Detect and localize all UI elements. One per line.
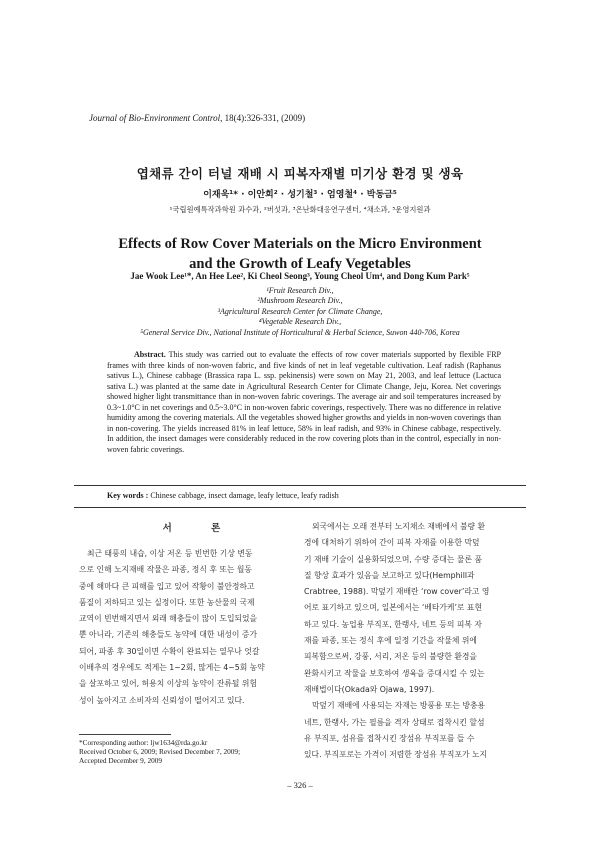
keywords-top-rule <box>74 485 526 486</box>
keywords-bottom-rule <box>74 507 526 508</box>
footnote-accepted: Accepted December 9, 2009 <box>79 756 163 766</box>
intro-left-line: 성이 높아지고 소비자의 신뢰성이 떨어지고 있다. <box>79 695 245 705</box>
abstract <box>107 350 501 455</box>
journal-name: Journal of Bio-Environment Control <box>89 113 221 123</box>
intro-left-line: 이배추의 경우에도 적게는 1~2회, 많게는 4~5회 농약 <box>79 663 265 673</box>
intro-right-line: 유 부직포, 섬유를 접착시킨 장섬유 부직포를 들 수 <box>304 733 475 743</box>
body-left-column <box>79 519 304 709</box>
footnote-corresponding: *Corresponding author: ljw1634@rda.go.kr <box>79 738 208 747</box>
intro-right-lines <box>304 519 529 763</box>
intro-left-line: 최근 태풍의 내습, 이상 저온 등 빈번한 기상 변동 <box>87 549 253 558</box>
keywords-label: Key words : <box>107 491 149 500</box>
affiliation-1: ¹Fruit Research Div., <box>266 286 334 295</box>
keywords-text: Chinese cabbage, insect damage, leafy lettuce, leafy radish <box>150 491 339 500</box>
english-title-line-2: and the Growth of Leafy Vegetables <box>189 256 411 272</box>
intro-left-line: 을 살포하고 있어, 허용치 이상의 농약이 잔류될 위험 <box>79 679 257 689</box>
english-affiliations <box>0 286 600 338</box>
intro-right-line: 완화시키고 작물을 보호하여 생육을 증대시킬 수 있는 <box>304 668 485 678</box>
affiliation-5: ⁵General Service Div., National Institute of Horticultural & Herbal Science, Suwon 440-706, Korea <box>140 327 460 337</box>
keywords <box>107 491 339 500</box>
intro-right-line: Crabtree, 1988). 막덮기 재배란 ‘row cover’라고 영 <box>304 587 490 597</box>
body-right-column <box>304 519 529 763</box>
intro-left-line: 교역이 빈번해지면서 외래 해충들이 많이 도입되었을 <box>79 614 258 624</box>
intro-right-line: 피복함으로써, 강풍, 서리, 저온 등의 불량한 환경을 <box>304 652 477 662</box>
intro-right-line: 어로 표기하고 있으며, 일본에서는 ‘베타가케’로 표현 <box>304 603 482 613</box>
intro-right-line: 하고 있다. 농업용 부직포, 한랭사, 네트 등의 피복 자 <box>304 619 482 629</box>
english-title-line-1: Effects of Row Cover Materials on the Micro Environment <box>118 236 482 252</box>
affiliation-4: ⁴Vegetable Research Div., <box>258 317 342 327</box>
footnote-received: Received October 6, 2009; Revised December 7, 2009; <box>79 747 241 757</box>
english-authors: Jae Wook Lee¹*, An Hee Lee², Ki Cheol Seong³, Young Cheol Um⁴, and Dong Kum Park⁵ <box>130 271 470 281</box>
journal-citation: , 18(4):326-331, (2009) <box>220 113 306 123</box>
section-heading-introduction: 서 론 <box>162 523 239 534</box>
intro-left-line: 뿐 아니라, 기존의 해충들도 농약에 대한 내성이 증가 <box>79 630 257 640</box>
intro-right-line: 외국에서는 오래 전부터 노지채소 재배에서 불량 환 <box>312 522 486 531</box>
affiliation-2: ²Mushroom Research Div., <box>257 296 343 306</box>
abstract-text: This study was carried out to evaluate the effects of row cover materials supported by flexible FRP frames with three kinds of non-woven fabric, and five kinds of net in leaf vegetable cultivation. Leaf radish (Raphanus sativus L.), Chinese cabbage (Brassica rapa L. ssp. pekinensis) were sown on May 21, 2003, and leaf lettuce (Lactuca sativa L.) was planted at the same date in Agricultural Research Center for Climate Change, Jeju, Korea. Net coverings showed higher light transmittance than in non-woven fabric coverings. The average air and soil temperatures increased by 0.3~1.0°C in net coverings and 0.5~3.0°C in non-woven fabric coverings, respectively. There was no difference in relative humidity among the covering materials. All the vegetables showed higher growths and yields in non-woven coverings than in non-covering. The yields increased 81% in leaf lettuce, 58% in leaf radish, and 93% in Chinese cabbage, respectively. In addition, the insect damages were considerably reduced in the row covering plots than in the control, especially in non-woven fabric coverings. <box>107 350 501 454</box>
abstract-label: Abstract. <box>134 350 166 359</box>
intro-left-lines <box>79 546 304 709</box>
korean-authors: 이재욱¹* · 이안희² · 성기철³ · 엄영철⁴ · 박동금⁵ <box>203 190 397 200</box>
page-number: – 326 – <box>287 780 313 790</box>
intro-right-line: 경에 대처하기 위하여 간이 피복 자재를 이용한 막덮 <box>304 538 480 548</box>
affiliation-3: ³Agricultural Research Center for Climate Change, <box>217 306 383 316</box>
korean-title: 엽채류 간이 터널 재배 시 피복자재별 미기상 환경 및 생육 <box>136 166 464 181</box>
intro-left-line: 품질이 저하되고 있는 실정이다. 또한 농산물의 국제 <box>79 597 255 607</box>
intro-left-line: 되어, 파종 후 30일이면 수확이 완료되는 열무나 엇갈 <box>79 646 260 656</box>
intro-right-line: 있다. 부직포로는 가격이 저렴한 장섬유 부직포가 노지 <box>304 750 488 760</box>
footnote <box>79 738 240 766</box>
english-title <box>0 234 600 274</box>
intro-right-line: 막덮기 재배에 사용되는 자재는 방풍용 또는 방충용 <box>312 701 486 711</box>
journal-header <box>89 113 305 123</box>
footnote-rule <box>79 734 171 735</box>
intro-left-line: 중에 해마다 큰 피해를 입고 있어 작황이 불안정하고 <box>79 581 255 591</box>
intro-right-line: 네트, 한랭사, 가는 필름을 격자 상태로 접착시킨 할섬 <box>304 717 485 727</box>
intro-right-line: 기 재배 기술이 실용화되었으며, 수량 증대는 물론 품 <box>304 554 482 564</box>
intro-right-line: 재배법이다(Okada와 Ojawa, 1997). <box>304 684 435 694</box>
korean-affiliations: ¹국립원예특작과학원 과수과, ²버섯과, ³온난화대응연구센터, ⁴채소과, ⁵운영지원과 <box>169 205 431 214</box>
intro-right-line: 재를 파종, 또는 정식 후에 일정 기간을 작물체 위에 <box>304 636 477 646</box>
intro-right-line: 질 향상 효과가 있음을 보고하고 있다(Hemphill과 <box>304 570 475 580</box>
intro-left-line: 으로 인해 노지재배 작물은 파종, 정식 후 또는 월동 <box>79 565 252 575</box>
